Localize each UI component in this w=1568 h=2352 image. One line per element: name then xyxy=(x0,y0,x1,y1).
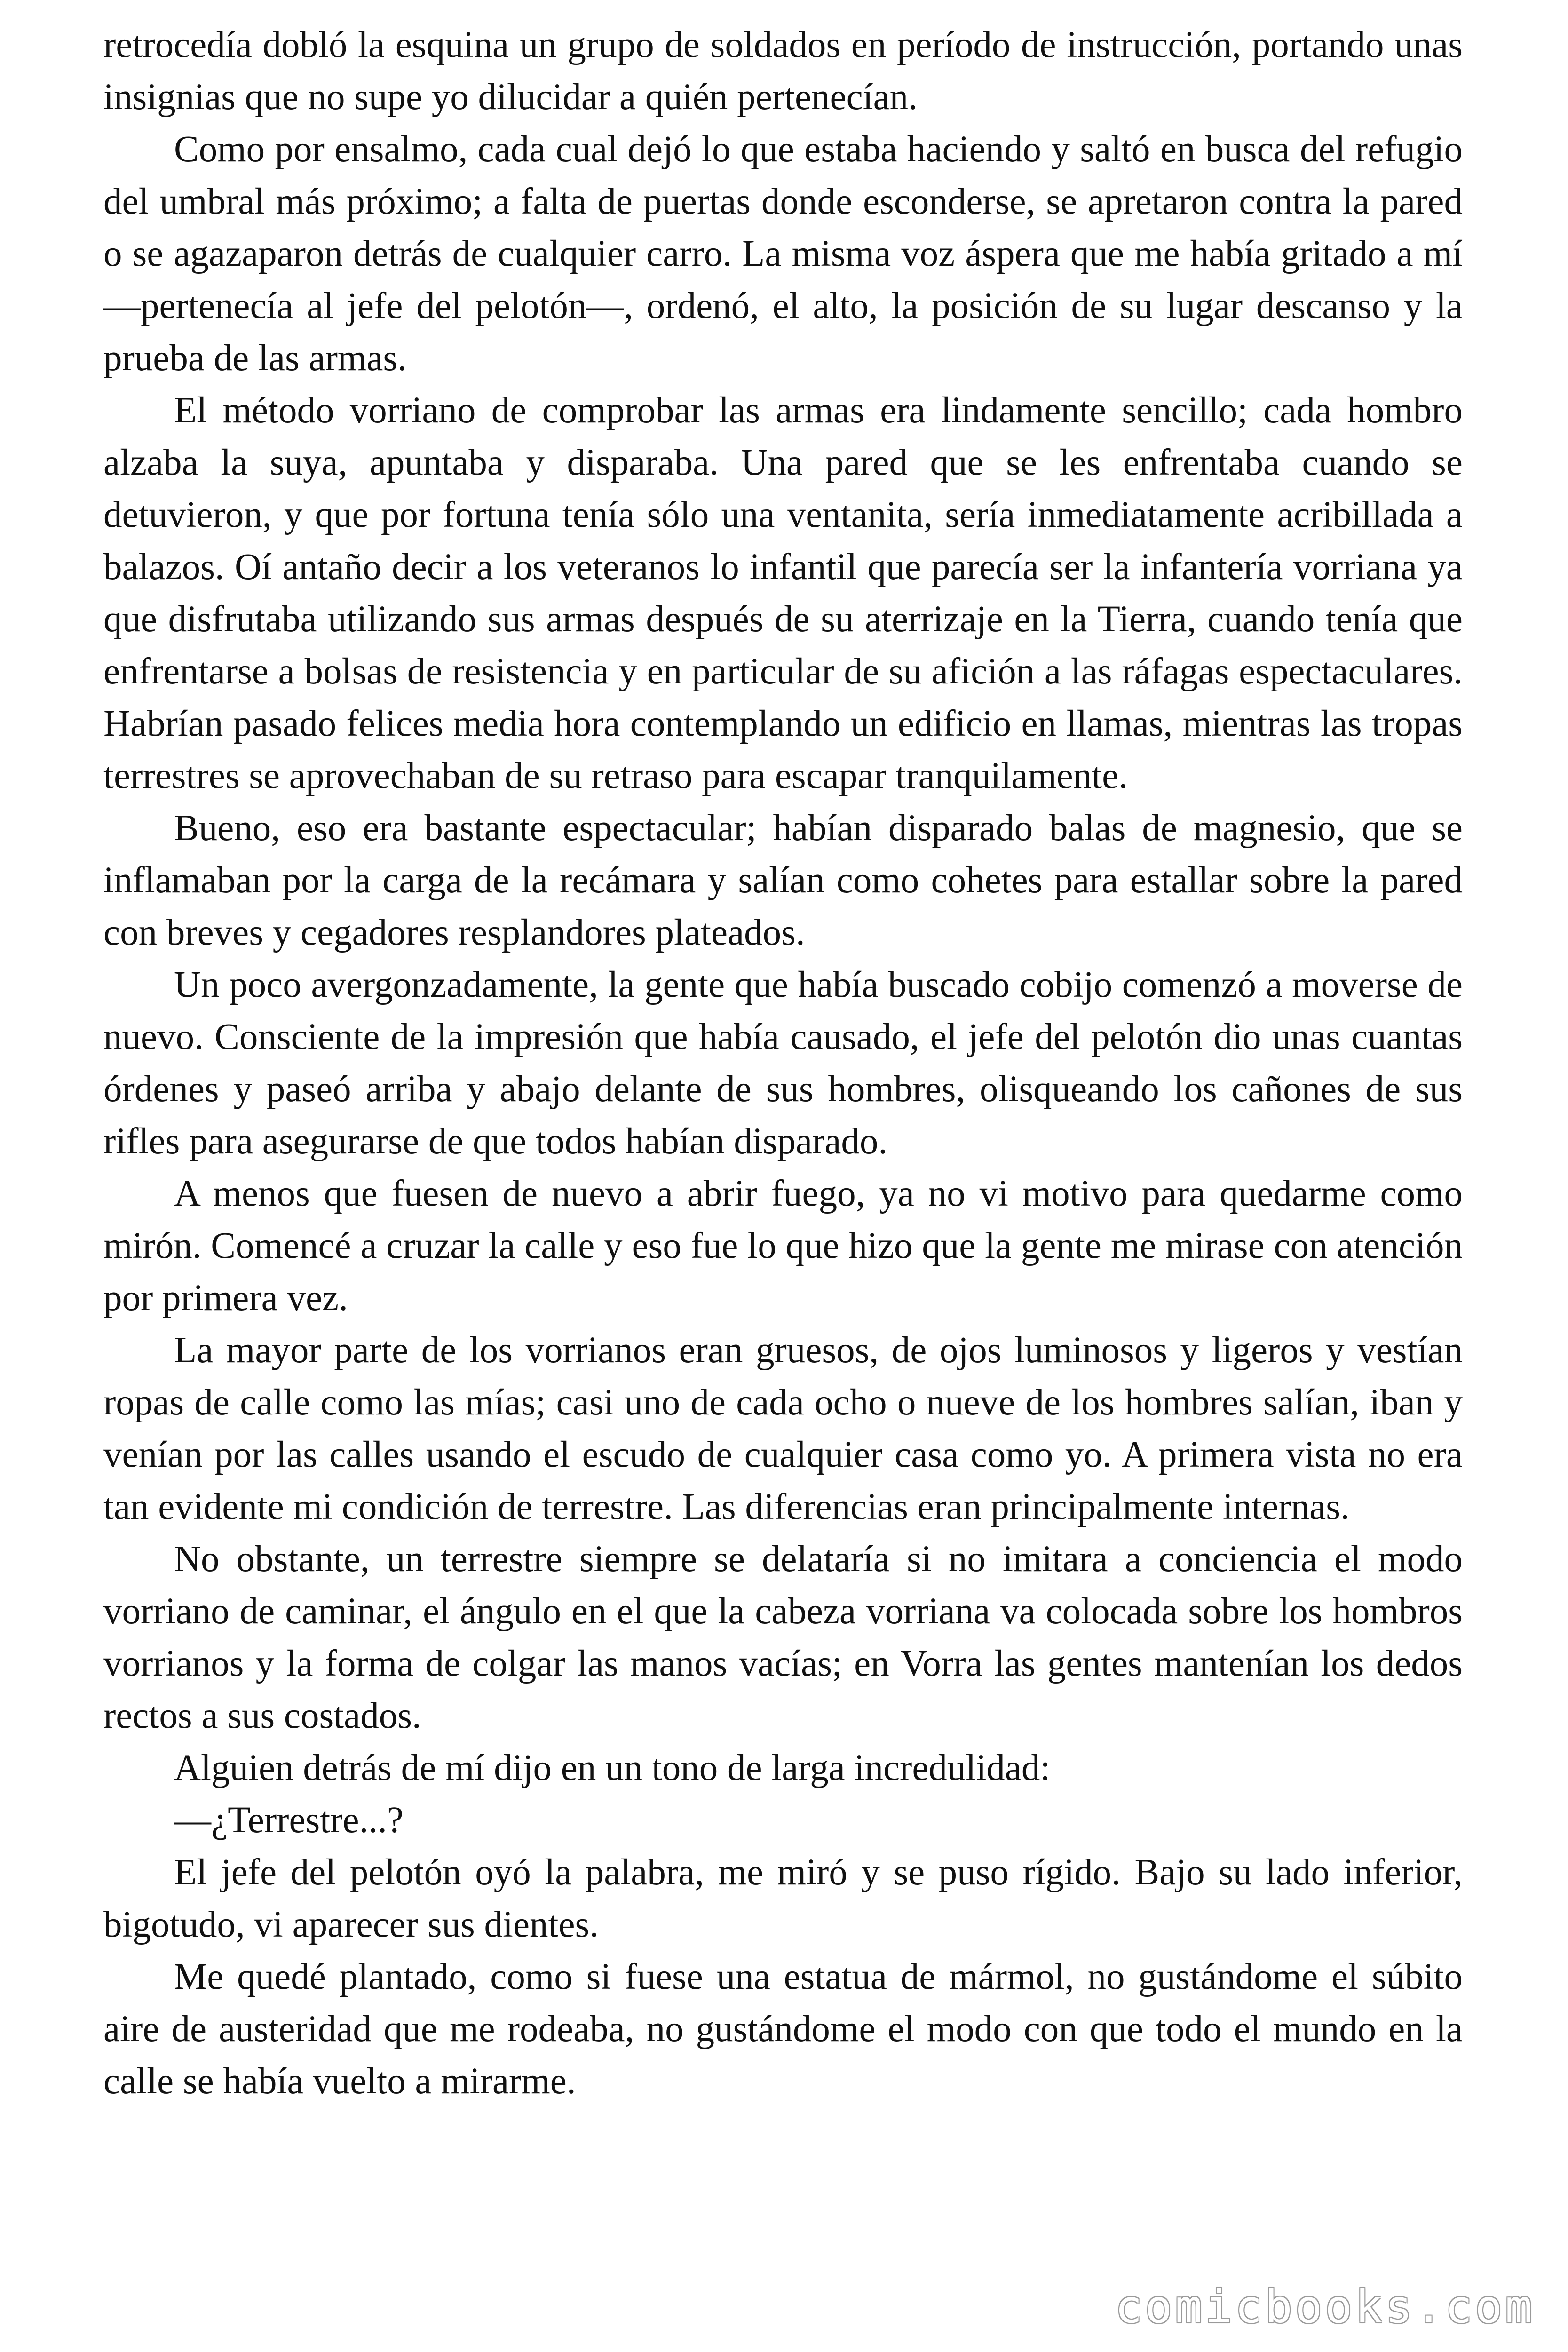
dialogue-line: —¿Terrestre...? xyxy=(174,1800,404,1841)
paragraph-11: El jefe del pelotón oyó la palabra, me miró y se puso rígido. Bajo su lado inferior, bigotudo, vi aparecer sus dientes. xyxy=(103,1852,1463,1945)
paragraph-1: retrocedía dobló la esquina un grupo de soldados en período de instrucción, portando unas insignias que no supe yo dilucidar a quién pertenecían. xyxy=(103,24,1463,118)
paragraph-3: El método vorriano de comprobar las armas era lindamente sencillo; cada hombro alzaba la suya, apuntaba y disparaba. Una pared que se les enfrentaba cuando se detuvieron, y que por fortuna tenía sólo una ventanita, sería inmediatamente acribillada a balazos. Oí antaño decir a los veteranos lo infantil que parecía ser la infantería vorriana ya que disfrutaba utilizando sus armas después de su aterrizaje en la Tierra, cuando tenía que enfrentarse a bolsas de resistencia y en particular de su afición a las ráfagas espectaculares. Habrían pasado felices media hora contemplando un edificio en llamas, mientras las tropas terrestres se aprovechaban de su retraso para escapar tranquilamente. xyxy=(103,390,1463,796)
paragraph-12: Me quedé plantado, como si fuese una estatua de mármol, no gustándome el súbito aire de austeridad que me rodeaba, no gustándome el modo con que todo el mundo en la calle se había vuelto a mirarme. xyxy=(103,1956,1463,2102)
book-page-text xyxy=(103,19,1463,2107)
paragraph-7: La mayor parte de los vorrianos eran gruesos, de ojos luminosos y ligeros y vestían ropas de calle como las mías; casi uno de cada ocho o nueve de los hombres salían, iban y venían por las calles usando el escudo de cualquier casa como yo. A primera vista no era tan evidente mi condición de terrestre. Las diferencias eran principalmente internas. xyxy=(103,1330,1463,1527)
paragraph-5: Un poco avergonzadamente, la gente que había buscado cobijo comenzó a moverse de nuevo. Consciente de la impresión que había causado, el jefe del pelotón dio unas cuantas órdenes y paseó arriba y abajo delante de sus hombres, olisqueando los cañones de sus rifles para asegurarse de que todos habían disparado. xyxy=(103,964,1463,1162)
paragraph-9: Alguien detrás de mí dijo en un tono de larga incredulidad: xyxy=(174,1748,1051,1788)
watermark-logo: comicbooks.com xyxy=(1115,2280,1535,2333)
paragraph-4: Bueno, eso era bastante espectacular; habían disparado balas de magnesio, que se inflamaban por la carga de la recámara y salían como cohetes para estallar sobre la pared con breves y cegadores resplandores plateados. xyxy=(103,808,1463,953)
paragraph-8: No obstante, un terrestre siempre se delataría si no imitara a conciencia el modo vorriano de caminar, el ángulo en el que la cabeza vorriana va colocada sobre los hombros vorrianos y la forma de colgar las manos vacías; en Vorra las gentes mantenían los dedos rectos a sus costados. xyxy=(103,1539,1463,1736)
paragraph-6: A menos que fuesen de nuevo a abrir fuego, ya no vi motivo para quedarme como mirón. Comencé a cruzar la calle y eso fue lo que hizo que la gente me mirase con atención por primera vez. xyxy=(103,1173,1463,1319)
paragraph-2: Como por ensalmo, cada cual dejó lo que estaba haciendo y saltó en busca del refugio del umbral más próximo; a falta de puertas donde esconderse, se apretaron contra la pared o se agazaparon detrás de cualquier carro. La misma voz áspera que me había gritado a mí —pertenecía al jefe del pelotón—, ordenó, el alto, la posición de su lugar descanso y la prueba de las armas. xyxy=(103,129,1463,379)
